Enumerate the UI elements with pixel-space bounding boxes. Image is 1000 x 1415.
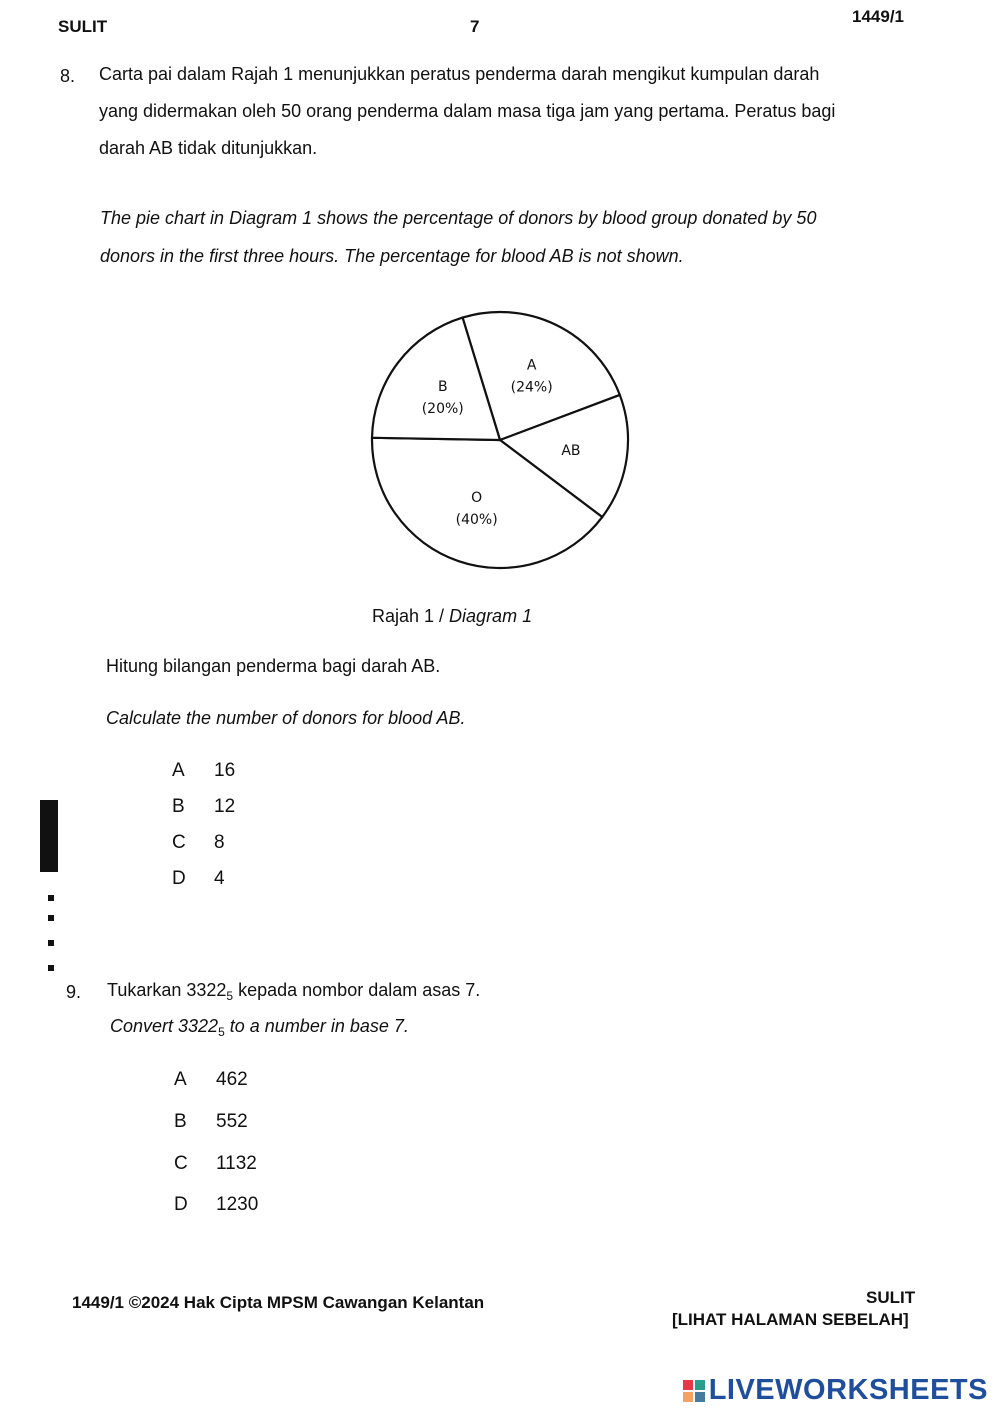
q8-malay-line: darah AB tidak ditunjukkan. [99, 138, 318, 158]
q8-option-d[interactable]: D 4 [172, 868, 225, 889]
q8-english-line: The pie chart in Diagram 1 shows the percentage of donors by blood group donated by 50 [100, 208, 817, 228]
pie-chart [360, 300, 640, 580]
q8-prompt-malay: Hitung bilangan penderma bagi darah AB. [106, 656, 441, 676]
q9-number: 9. [66, 982, 82, 1002]
q8-text-malay [99, 56, 919, 167]
pie-slices [372, 312, 628, 568]
margin-mark [48, 895, 54, 901]
q8-number: 8. [60, 66, 76, 86]
header-sulit: SULIT [58, 17, 108, 36]
liveworksheets-logo [683, 1374, 988, 1407]
q8-english-line: donors in the first three hours. The percentage for blood AB is not shown. [100, 246, 684, 266]
caption-english: Diagram 1 [449, 606, 533, 626]
pie-percent-o: (40%) [455, 511, 498, 528]
diagram-caption [372, 606, 532, 627]
q8-option-a[interactable]: A 16 [172, 760, 236, 781]
q8-option-b[interactable]: B 12 [172, 796, 236, 817]
page-number: 7 [470, 17, 480, 36]
q8-prompt-english: Calculate the number of donors for blood AB. [106, 708, 466, 728]
pie-label-b: B [437, 378, 448, 395]
logo-grid-icon [683, 1380, 705, 1402]
q8-option-c[interactable]: C 8 [172, 832, 225, 853]
pie-percent-b: (20%) [421, 400, 464, 417]
footer-sulit: SULIT [866, 1288, 916, 1307]
pie-label-ab: AB [561, 443, 581, 460]
q9-option-b[interactable]: B 552 [174, 1111, 248, 1132]
q8-text-english [100, 199, 920, 275]
margin-mark [48, 915, 54, 921]
logo-text: LIVEWORKSHEETS [708, 1374, 988, 1406]
pie-label-a: A [526, 357, 537, 374]
margin-tab [40, 800, 58, 872]
paper-code: 1449/1 [852, 7, 904, 26]
footer-copyright: 1449/1 ©2024 Hak Cipta MPSM Cawangan Kelantan [72, 1293, 485, 1312]
footer-next-page: [LIHAT HALAMAN SEBELAH] [672, 1310, 909, 1329]
q9-text-malay: Tukarkan $3322_5$ kepada nombor dalam asas 7. [107, 980, 481, 1003]
pie-label-o: O [471, 489, 483, 506]
q9-option-d[interactable]: D 1230 [174, 1194, 259, 1215]
q9-option-a[interactable]: A 462 [174, 1069, 248, 1090]
q8-malay-line: yang didermakan oleh 50 orang penderma dalam masa tiga jam yang pertama. Peratus bagi [99, 101, 836, 121]
pie-percent-a: (24%) [510, 379, 553, 396]
q8-malay-line: Carta pai dalam Rajah 1 menunjukkan peratus penderma darah mengikut kumpulan darah [99, 64, 820, 84]
caption-malay: Rajah 1 / [372, 606, 450, 626]
q9-option-c[interactable]: C 1132 [174, 1153, 257, 1174]
q9-text-english: Convert $3322_5$ to a number in base 7. [110, 1016, 409, 1039]
margin-mark [48, 965, 54, 971]
margin-mark [48, 940, 54, 946]
